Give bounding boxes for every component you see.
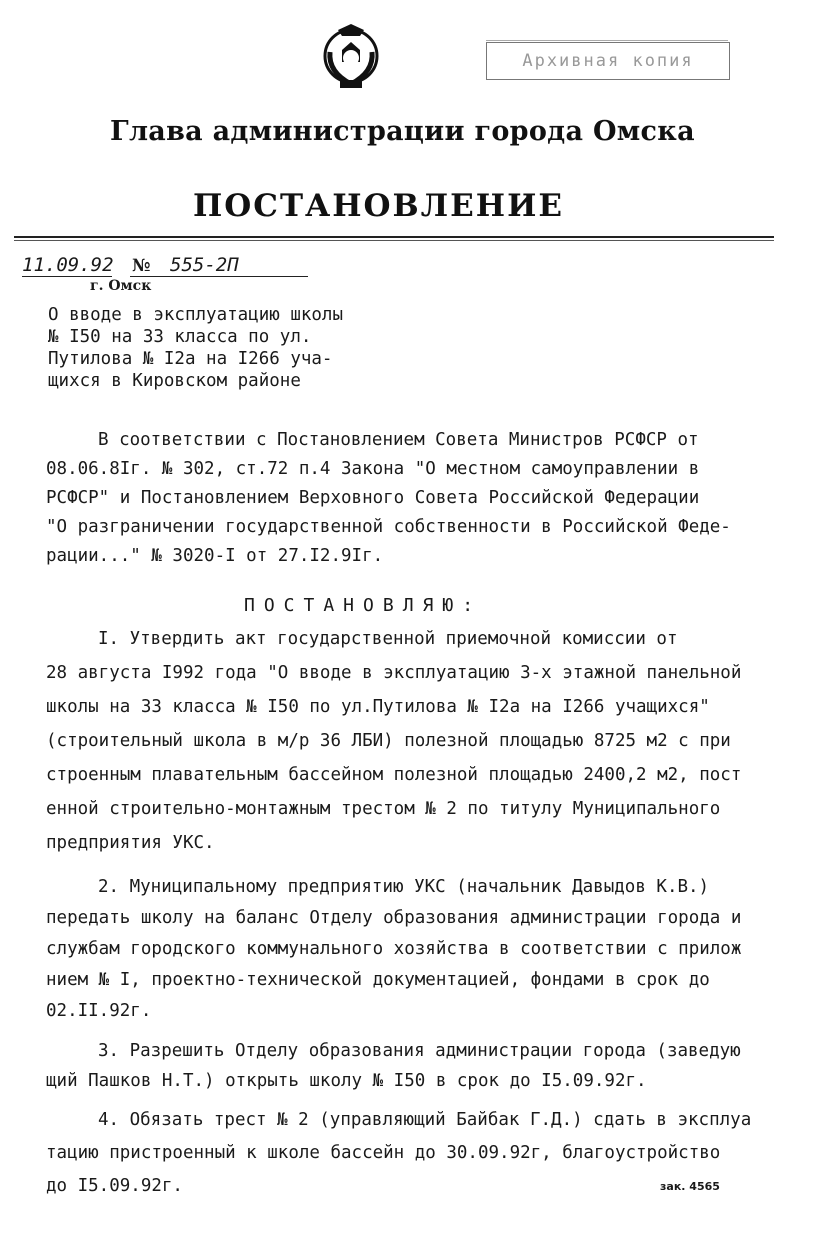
item-line: I. Утвердить акт государственной приемочной комиссии от [98,629,678,649]
document-number: 555-2П [170,254,239,276]
decree-item-2 [46,872,826,1027]
number-label: № [132,256,151,276]
item-line: предприятия УКС. [46,833,215,853]
preamble-line: В соответствии с Постановлением Совета Министров РСФСР от [98,430,699,450]
item-line: 4. Обязать трест № 2 (управляющий Байбак Г.Д.) сдать в эксплуа [98,1110,752,1130]
preamble-line: РСФСР" и Постановлением Верховного Совета Российской Федерации [46,488,700,508]
number-underline [130,276,308,277]
header-rule-thin [14,240,774,241]
document-city: г. Омск [90,278,152,294]
document-date: 11.09.92 [22,254,114,276]
stamp-border [486,40,728,41]
item-line: 28 августа I992 года "О вводе в эксплуатацию 3-х этажной панельной [46,663,742,683]
decree-item-3 [46,1036,826,1096]
item-line: нием № I, проектно-технической документацией, фондами в срок до [46,970,710,990]
item-line: енной строительно-монтажным трестом № 2 по титулу Муниципального [46,799,721,819]
item-line: 02.II.92г. [46,1001,152,1021]
subject-line: № I50 на 33 класса по ул. [48,327,312,347]
preamble-line: рации..." № 3020-I от 27.I2.9Iг. [46,546,384,566]
item-line: службам городского коммунального хозяйства в соответствии с прилож [46,939,742,959]
header-rule [14,236,774,238]
subject-line: Путилова № I2а на I266 уча- [48,349,333,369]
item-line: щий Пашков Н.Т.) открыть школу № I50 в срок до I5.09.92г. [46,1071,647,1091]
decree-item-1 [46,622,826,860]
decree-word: ПОСТАНОВЛЯЮ: [244,595,483,616]
item-line: тацию пристроенный к школе бассейн до 30.09.92г, благоустройство [46,1143,721,1163]
preamble-line: 08.06.8Iг. № 302, ст.72 п.4 Закона "О местном самоуправлении в [46,459,700,479]
subject-line: О вводе в эксплуатацию школы [48,305,344,325]
issuer-title: Глава администрации города Омска [110,116,695,147]
item-line: школы на 33 класса № I50 по ул.Путилова № I2а на I266 учащихся" [46,697,710,717]
order-number: зак. 4565 [660,1180,720,1193]
coat-of-arms-emblem-icon [318,22,384,92]
date-underline [22,276,112,277]
document-type: ПОСТАНОВЛЕНИЕ [193,188,565,224]
document-subject [48,304,343,392]
item-line: до I5.09.92г. [46,1176,183,1196]
item-line: 2. Муниципальному предприятию УКС (начальник Давыдов К.В.) [98,877,710,897]
item-line: передать школу на баланс Отделу образования администрации города и [46,908,742,928]
item-line: 3. Разрешить Отделу образования администрации города (заведую [98,1041,741,1061]
subject-line: щихся в Кировском районе [48,371,301,391]
item-line: (строительный школа в м/р 36 ЛБИ) полезной площадью 8725 м2 с при [46,731,731,751]
preamble-line: "О разграничении государственной собственности в Российской Феде- [46,517,731,537]
item-line: строенным плавательным бассейном полезной площадью 2400,2 м2, пост [46,765,742,785]
archive-copy-stamp: Архивная копия [486,42,730,80]
preamble-paragraph [46,426,826,571]
